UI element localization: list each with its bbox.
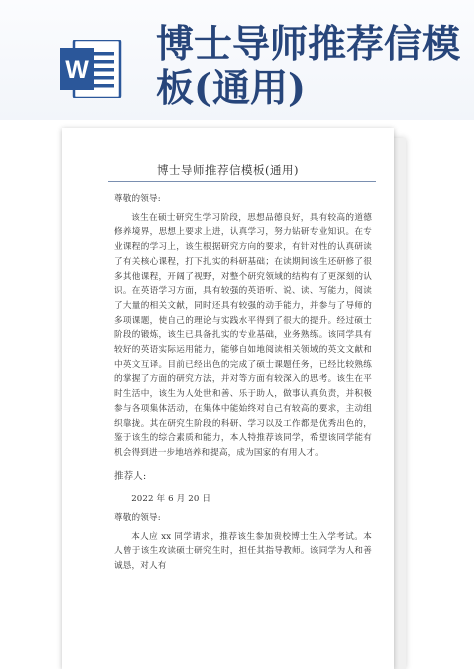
- body-paragraph: 该生在硕士研究生学习阶段，思想品德良好，具有较高的道德修养境界，思想上要求上进，认真学习，努力钻研专业知识。在专业课程的学习上，该生根据研究方向的要求，有针对性的认真研读了有关核心课程，打下扎实的科研基础；在读期间该生还研修了很多其他课程，开阔了视野，对整个研究领域的结构有了更深刻的认识。在英语学习方面，具有较强的英语听、说、读、写能力，阅读了大量的相关文献，同时还具有较强的动手能力，并参与了导师的多项课题，使自己的理论与实践水平得到了很大的提升。经过硕士阶段的锻炼，该生已具备扎实的专业基础，业务熟练。该同学具有较好的英语实际运用能力，能够自如地阅读相关领域的英文文献和中英文互译。目前已经出色的完成了硕士课题任务，已经比较熟练的掌握了方面的研究方法，并对等方面有较深入的思考。该生在平时生活中，该生为人处世和善、乐于助人，做事认真负责，并积极参与各项集体活动，在集体中能始终对自己有较高的要求，主动组织靠拢。其在研究生阶段的科研、学习以及工作都是优秀出色的，鉴于该生的综合素质和能力，本人特推荐该同学，希望该同学能有机会得到进一步地培养和提高，成为国家的有用人才。: [114, 212, 372, 458]
- letter-date: 2022 年 6 月 20 日: [131, 494, 212, 505]
- document-preview: [62, 128, 402, 669]
- header-banner: [0, 0, 474, 120]
- greeting: 尊敬的领导:: [114, 513, 161, 524]
- document-title: 博士导师推荐信模板(通用): [157, 163, 299, 177]
- word-document-icon: [60, 40, 122, 98]
- banner-title: 博士导师推荐信模 板(通用): [156, 21, 461, 110]
- body-paragraph: 本人应 xx 同学请求，推荐该生参加贵校博士生入学考试。本人曾于该生攻读硕士研究生时，担任其指导教师。该同学为人和善诚恳，对人有: [114, 531, 372, 572]
- svg-text:W: W: [65, 56, 89, 84]
- signer-label: 推荐人:: [114, 470, 147, 482]
- document-body: [114, 192, 372, 574]
- title-divider: [108, 181, 376, 182]
- greeting: 尊敬的领导:: [114, 194, 161, 204]
- document-page: [62, 128, 394, 669]
